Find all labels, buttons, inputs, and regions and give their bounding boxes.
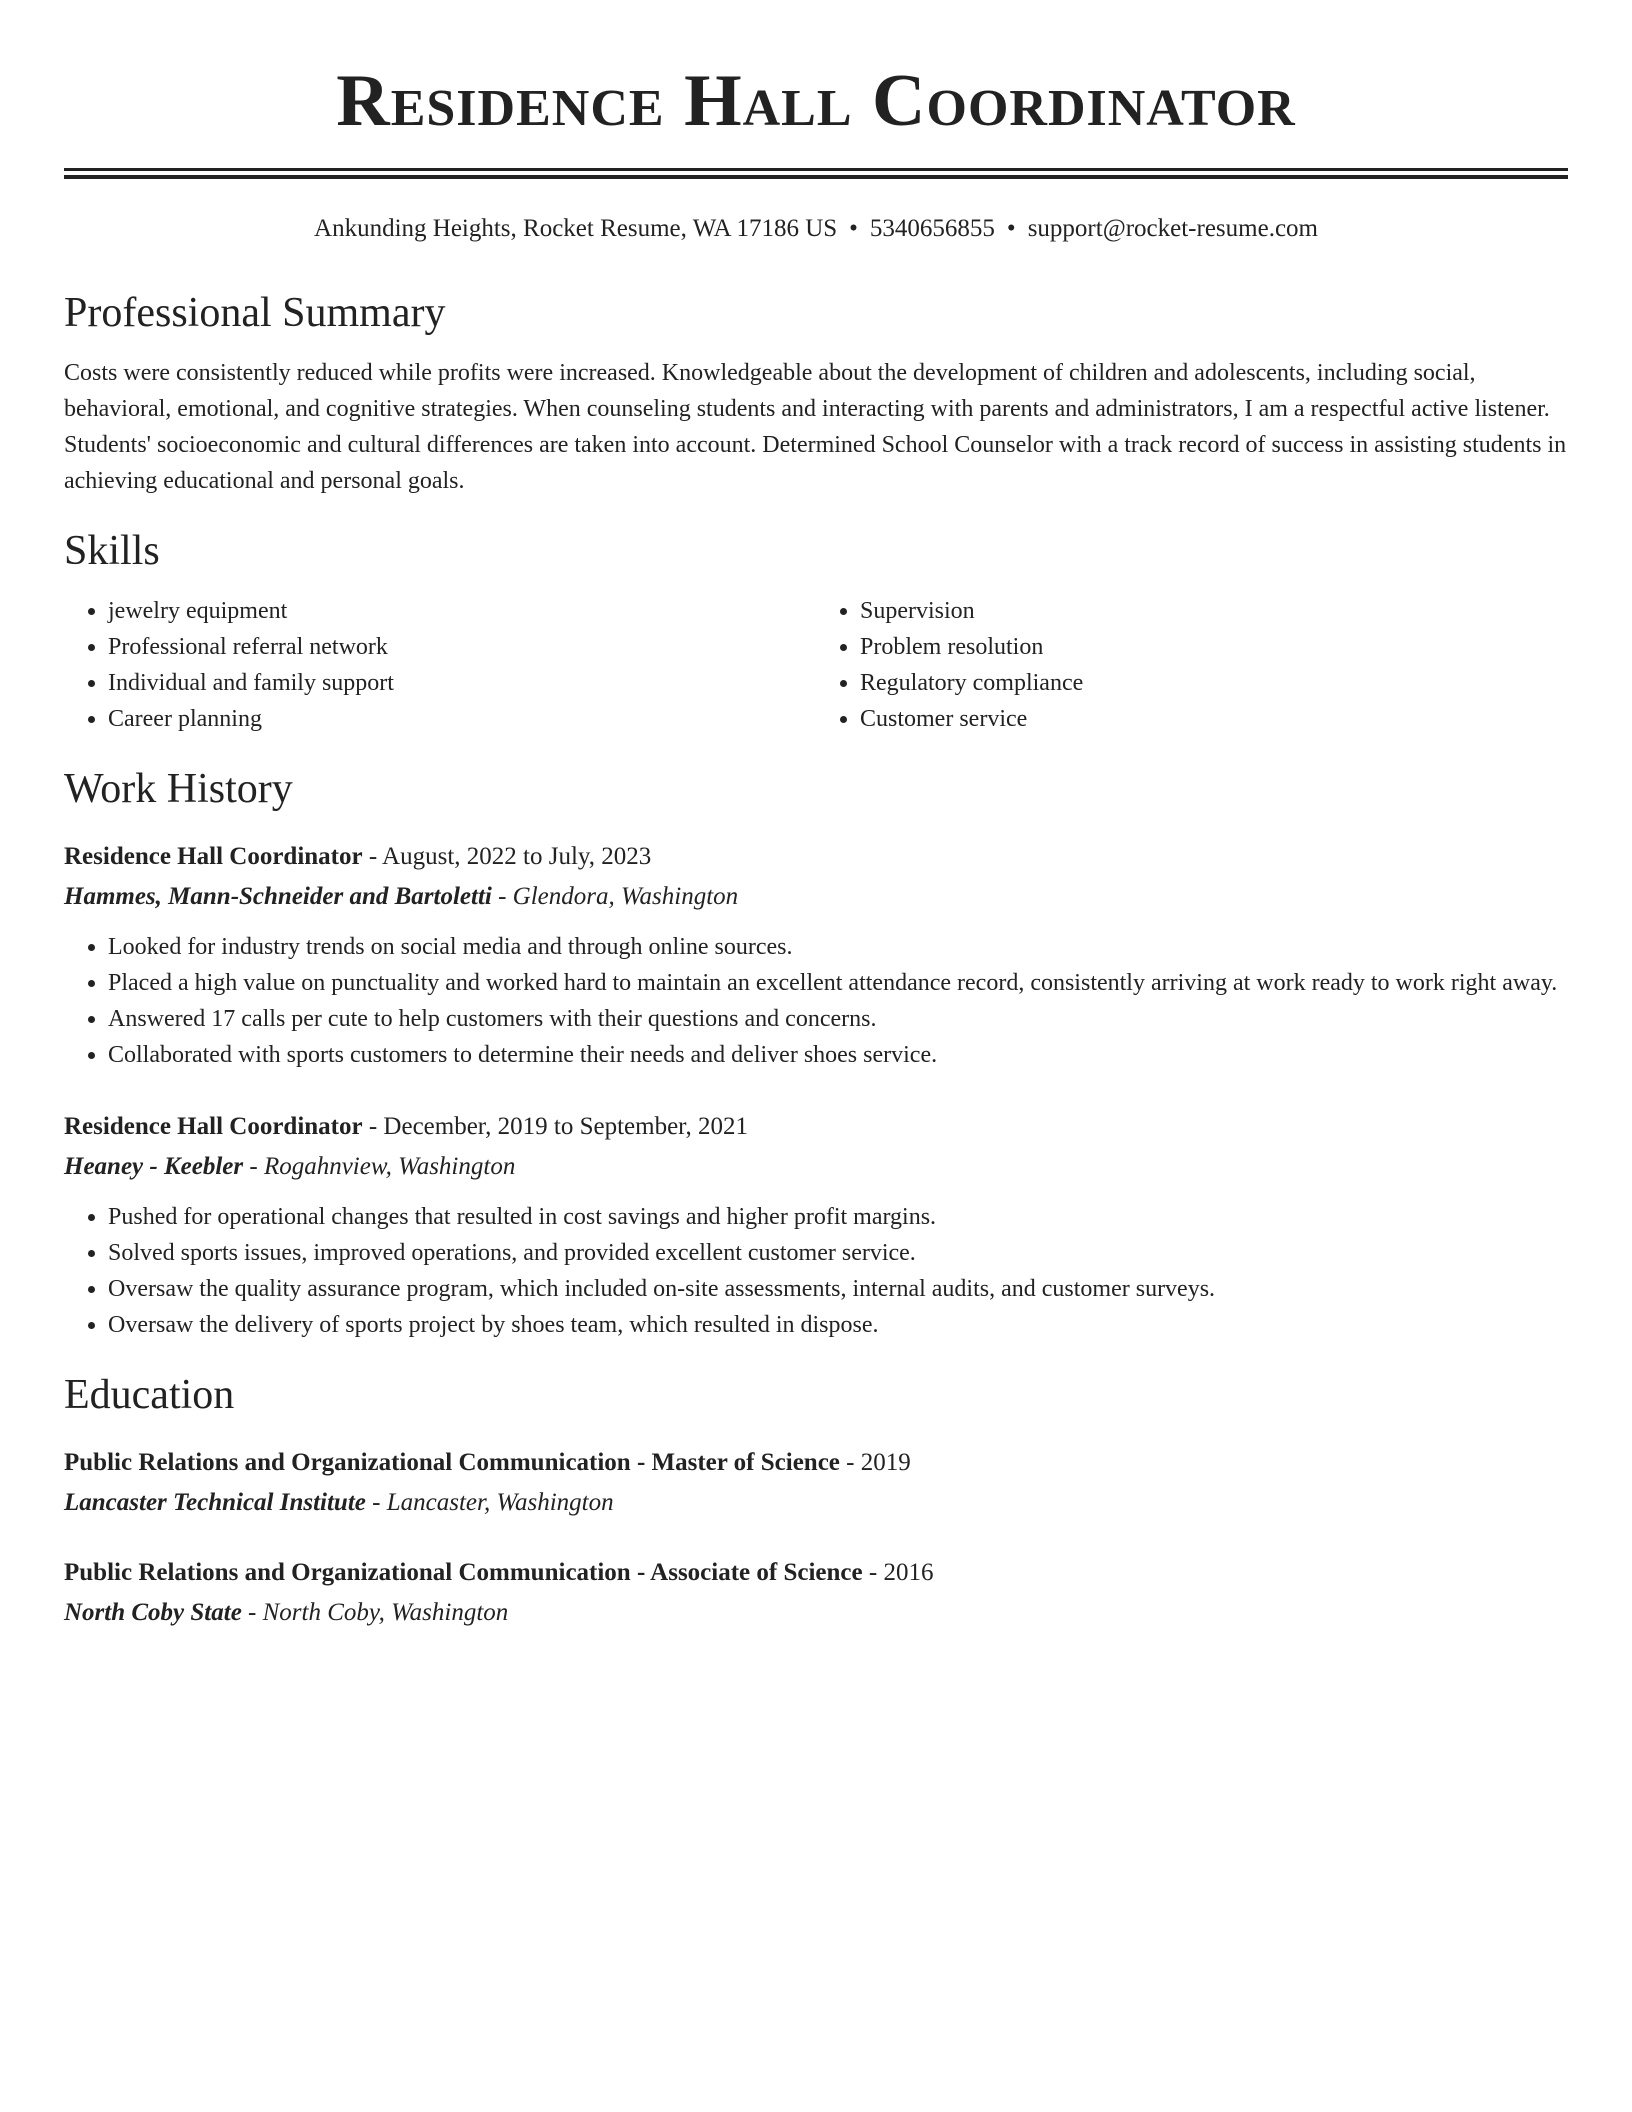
education-header: Public Relations and Organizational Communication - Associate of Science - 2016 <box>64 1559 934 1586</box>
skills-list <box>64 593 1568 737</box>
job-bullet: • Looked for industry trends on social media and through online sources. <box>108 929 1568 965</box>
skill-item: • Supervision <box>860 593 1568 629</box>
education-school: North Coby State <box>64 1599 242 1626</box>
skill-item: • Individual and family support <box>108 665 816 701</box>
job-entry <box>64 1107 1568 1343</box>
skill-item: • Regulatory compliance <box>860 665 1568 701</box>
job-role: Residence Hall Coordinator <box>64 843 363 870</box>
education-heading: Education <box>64 1372 235 1418</box>
job-location: Rogahnview, Washington <box>263 1153 516 1180</box>
contact-separator: • <box>849 215 858 242</box>
job-bullets <box>64 1199 1568 1343</box>
job-header: Residence Hall Coordinator - August, 2022 to July, 2023 <box>64 843 652 870</box>
resume-title: Residence Hall Coordinator <box>336 60 1296 142</box>
summary-text: Costs were consistently reduced while profits were increased. Knowledgeable about the development of children and adolescents, including social, behavioral, emotional, and cognitive strategies. When counseling students and interacting with parents and administrators, I am a respectful active listener. Students' socioeconomic and cultural differences are taken into account. Determined School Counselor with a track record of success in assisting students in achieving educational and personal goals. <box>64 360 1567 494</box>
job-bullet: • Oversaw the quality assurance program, which included on-site assessments, internal audits, and customer surveys. <box>108 1271 1568 1307</box>
education-location: North Coby, Washington <box>262 1599 509 1626</box>
education-year: 2019 <box>860 1449 911 1476</box>
job-company: Hammes, Mann-Schneider and Bartoletti <box>64 883 492 910</box>
job-bullet: • Answered 17 calls per cute to help customers with their questions and concerns. <box>108 1001 1568 1037</box>
education-institution: Lancaster Technical Institute - Lancaster, Washington <box>64 1489 614 1516</box>
skills-heading: Skills <box>64 528 160 574</box>
skill-item: • jewelry equipment <box>108 593 816 629</box>
contact-phone: 5340656855 <box>869 215 995 242</box>
education-degree: Public Relations and Organizational Communication - Master of Science <box>64 1449 840 1476</box>
job-dates: December, 2019 to September, 2021 <box>383 1113 748 1140</box>
skills-column-left <box>64 593 816 737</box>
education-location: Lancaster, Washington <box>386 1489 614 1516</box>
job-bullet: • Oversaw the delivery of sports project by shoes team, which resulted in dispose. <box>108 1307 1568 1343</box>
contact-address: Ankunding Heights, Rocket Resume, WA 17186 US <box>314 215 838 242</box>
skill-item: • Problem resolution <box>860 629 1568 665</box>
contact-separator: • <box>1006 215 1016 242</box>
job-dates: August, 2022 to July, 2023 <box>382 843 652 870</box>
education-degree: Public Relations and Organizational Communication - Associate of Science <box>64 1559 863 1586</box>
job-location: Glendora, Washington <box>512 883 739 910</box>
contact-line <box>64 213 1568 245</box>
job-entry <box>64 837 1568 1073</box>
title-double-rule <box>64 168 1568 179</box>
job-bullet: • Pushed for operational changes that resulted in cost savings and higher profit margins. <box>108 1199 1568 1235</box>
job-header: Residence Hall Coordinator - December, 2019 to September, 2021 <box>64 1113 748 1140</box>
job-bullets <box>64 929 1568 1073</box>
job-bullet: • Solved sports issues, improved operations, and provided excellent customer service. <box>108 1235 1568 1271</box>
job-company: Heaney - Keebler <box>64 1153 244 1180</box>
education-header: Public Relations and Organizational Communication - Master of Science - 2019 <box>64 1449 911 1476</box>
job-bullet: • Placed a high value on punctuality and worked hard to maintain an excellent attendance record, consistently arriving at work ready to work right away. <box>108 965 1568 1001</box>
education-school: Lancaster Technical Institute <box>64 1489 366 1516</box>
education-year: 2016 <box>883 1559 934 1586</box>
job-employer: Heaney - Keebler - Rogahnview, Washington <box>64 1153 516 1180</box>
skill-item: • Customer service <box>860 701 1568 737</box>
contact-email: support@rocket-resume.com <box>1027 215 1318 242</box>
skill-item: • Career planning <box>108 701 816 737</box>
work-history-heading: Work History <box>64 766 293 812</box>
skills-column-right <box>816 593 1568 737</box>
summary-heading: Professional Summary <box>64 290 446 336</box>
education-institution: North Coby State - North Coby, Washington <box>64 1599 509 1626</box>
job-role: Residence Hall Coordinator <box>64 1113 363 1140</box>
skill-item: • Professional referral network <box>108 629 816 665</box>
education-entry <box>64 1553 1568 1633</box>
job-employer: Hammes, Mann-Schneider and Bartoletti - Glendora, Washington <box>64 883 739 910</box>
education-entry <box>64 1443 1568 1523</box>
job-bullet: • Collaborated with sports customers to determine their needs and deliver shoes service. <box>108 1037 1568 1073</box>
